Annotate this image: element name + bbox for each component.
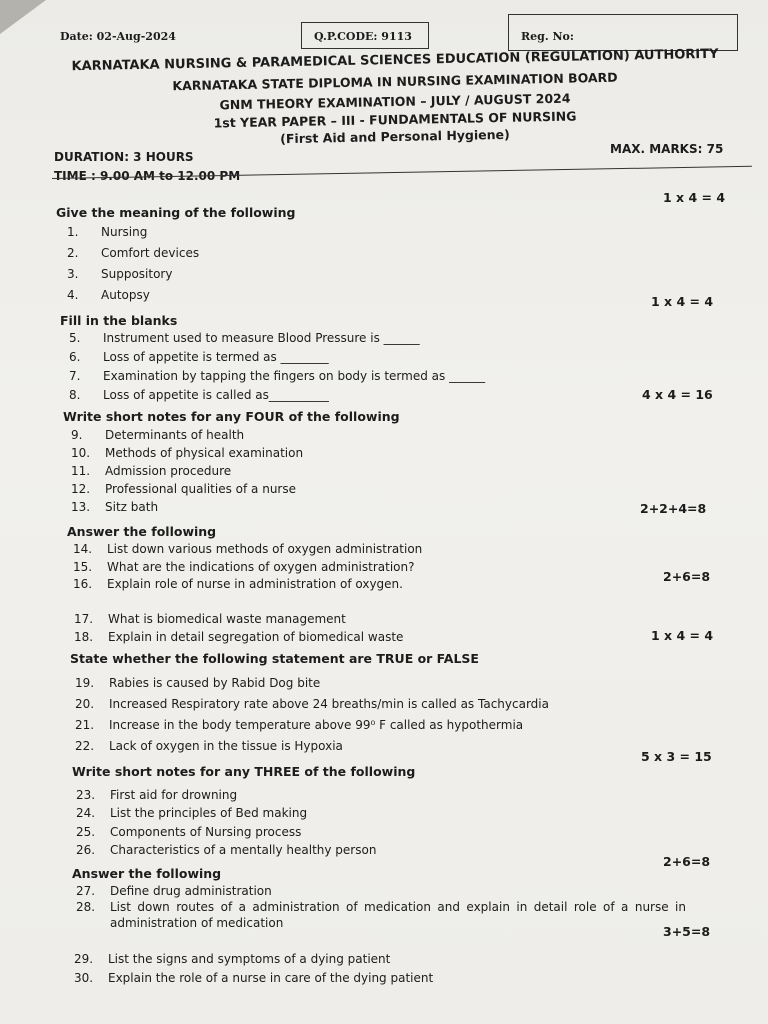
- authority-title: KARNATAKA NURSING & PARAMEDICAL SCIENCES EDUCATION (REGULATION) AUTHORITY: [71, 46, 719, 75]
- question-item: 26. Characteristics of a mentally healthy person: [76, 843, 377, 857]
- section-title: Write short notes for any THREE of the following: [72, 764, 416, 779]
- max-marks: MAX. MARKS: 75: [610, 142, 724, 156]
- section-title: Give the meaning of the following: [56, 205, 296, 220]
- question-item: 24. List the principles of Bed making: [76, 806, 308, 820]
- section-marks: 2+2+4=8: [640, 501, 707, 516]
- section-marks: 2+6=8: [663, 854, 711, 869]
- question-item: 30. Explain the role of a nurse in care of the dying patient: [74, 971, 434, 985]
- reg-no-box: Reg. No:: [508, 14, 738, 51]
- question-item: 16. Explain role of nurse in administration of oxygen.: [73, 577, 403, 591]
- section-title: Answer the following: [67, 524, 217, 539]
- question-item: 25. Components of Nursing process: [76, 825, 302, 839]
- section-title: State whether the following statement are TRUE or FALSE: [70, 651, 479, 666]
- question-item: 5. Instrument used to measure Blood Pressure is ______: [69, 331, 420, 345]
- section-marks: 3+5=8: [663, 924, 711, 939]
- question-item: 4. Autopsy: [67, 288, 150, 302]
- question-item: 22. Lack of oxygen in the tissue is Hypoxia: [75, 739, 343, 753]
- section-title: Write short notes for any FOUR of the following: [63, 409, 400, 424]
- question-item: 2. Comfort devices: [67, 246, 200, 260]
- question-item: 28. List down routes of a administration of medication and explain in detail role of a nurse in administration of medication: [76, 900, 686, 930]
- exam-time: TIME : 9.00 AM to 12.00 PM: [54, 169, 241, 183]
- question-item: 3. Suppository: [67, 267, 173, 281]
- question-item: 8. Loss of appetite is called as__________: [69, 388, 329, 402]
- question-item: 17. What is biomedical waste management: [74, 612, 346, 626]
- question-item: 1. Nursing: [67, 225, 148, 239]
- paper-title: 1st YEAR PAPER – III - FUNDAMENTALS OF NURSING: [213, 108, 577, 131]
- question-item: 20. Increased Respiratory rate above 24 breaths/min is called as Tachycardia: [75, 697, 549, 711]
- duration: DURATION: 3 HOURS: [54, 150, 194, 164]
- page-fold-shadow: [0, 0, 46, 34]
- question-item: 29. List the signs and symptoms of a dying patient: [74, 952, 391, 966]
- exam-date: Date: 02-Aug-2024: [60, 30, 176, 43]
- section-marks: 4 x 4 = 16: [642, 387, 713, 402]
- exam-title: GNM THEORY EXAMINATION – JULY / AUGUST 2024: [219, 90, 571, 113]
- section-marks: 1 x 4 = 4: [663, 190, 726, 205]
- question-item: 14. List down various methods of oxygen administration: [73, 542, 423, 556]
- question-item: 13. Sitz bath: [71, 500, 159, 514]
- board-title: KARNATAKA STATE DIPLOMA IN NURSING EXAMINATION BOARD: [172, 69, 618, 94]
- question-item: 21. Increase in the body temperature above 99⁰ F called as hypothermia: [75, 718, 524, 732]
- question-item: 12. Professional qualities of a nurse: [71, 482, 296, 496]
- question-item: 10. Methods of physical examination: [71, 446, 304, 460]
- question-item: 23. First aid for drowning: [76, 788, 238, 802]
- section-marks: 2+6=8: [663, 569, 711, 584]
- paper-subtitle: (First Aid and Personal Hygiene): [280, 126, 510, 147]
- section-marks: 5 x 3 = 15: [641, 749, 712, 764]
- section-marks: 1 x 4 = 4: [651, 628, 714, 643]
- question-item: 27. Define drug administration: [76, 884, 272, 898]
- section-marks: 1 x 4 = 4: [651, 294, 714, 309]
- section-title: Answer the following: [72, 866, 222, 881]
- question-item: 7. Examination by tapping the fingers on body is termed as ______: [69, 369, 486, 383]
- question-item: 11. Admission procedure: [71, 464, 232, 478]
- question-item: 9. Determinants of health: [71, 428, 245, 442]
- question-item: 19. Rabies is caused by Rabid Dog bite: [75, 676, 321, 690]
- section-title: Fill in the blanks: [60, 313, 178, 328]
- question-item: 18. Explain in detail segregation of biomedical waste: [74, 630, 404, 644]
- qp-code-box: Q.P.CODE: 9113: [301, 22, 429, 49]
- question-item: 15. What are the indications of oxygen administration?: [73, 560, 415, 574]
- question-item: 6. Loss of appetite is termed as ________: [69, 350, 329, 364]
